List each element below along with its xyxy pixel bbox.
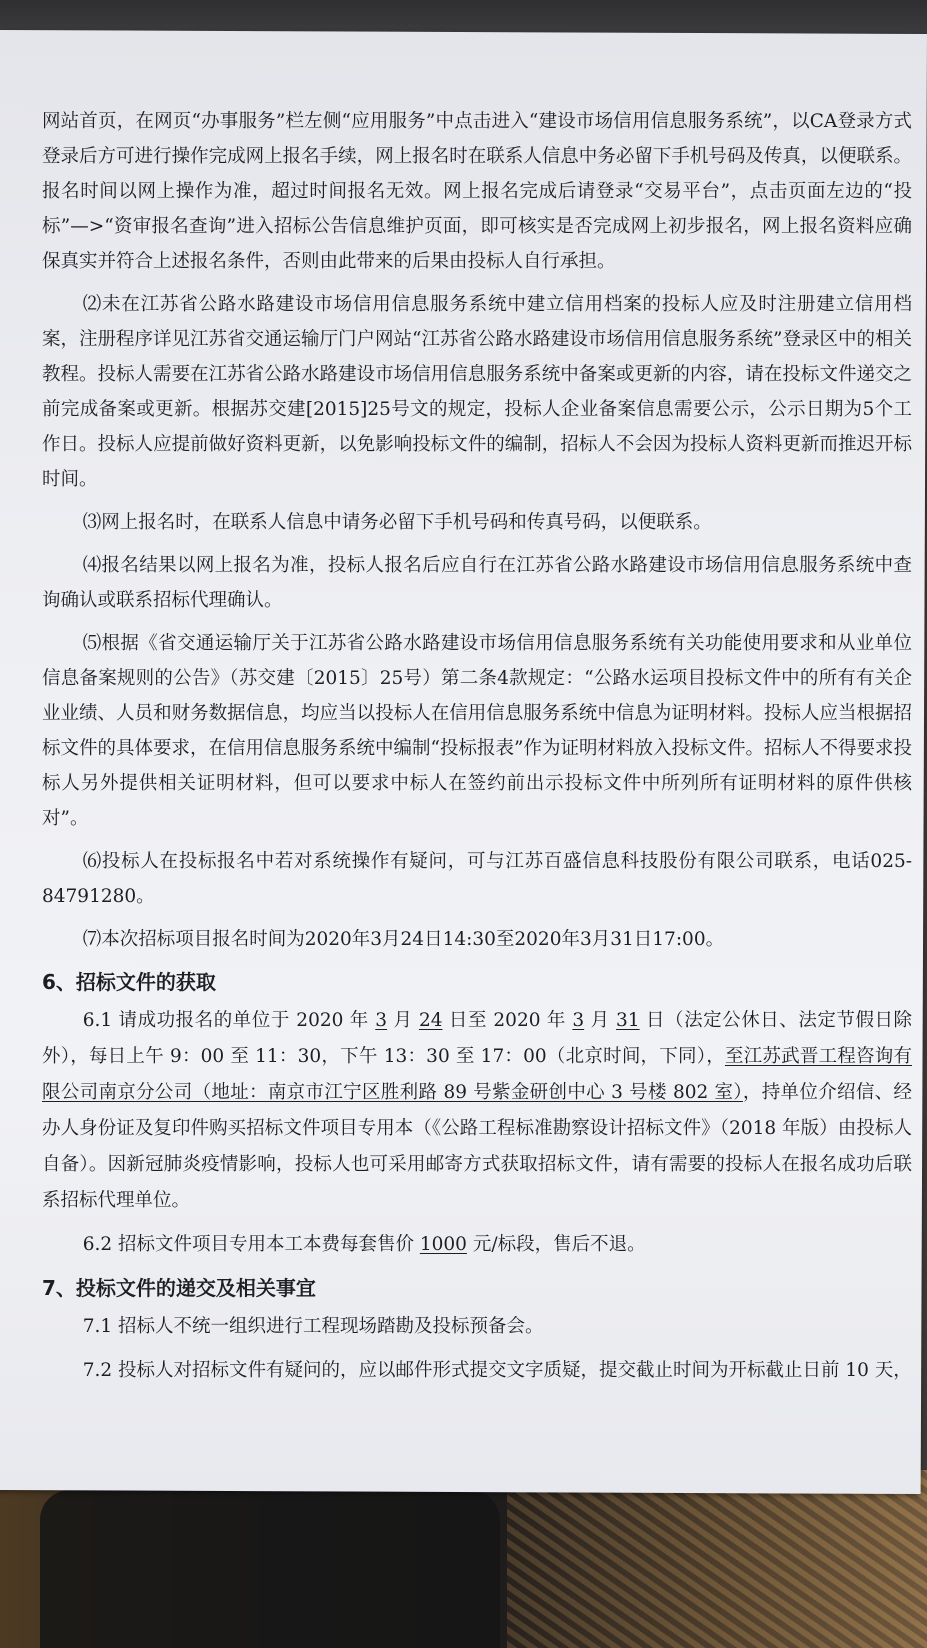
document-content	[42, 104, 912, 1389]
month-end: 3	[572, 1010, 585, 1031]
address-underlined: 至江苏武晋工程咨询有限公司南京分公司（地址：南京市江宁区胜利路 89 号紫金研创中心 3 号楼 802 室）	[42, 1046, 912, 1103]
text-6-1-b: 月	[387, 1010, 419, 1031]
paragraph-7-2: 7.2 投标人对招标文件有疑问的，应以邮件形式提交文字质疑，提交截止时间为开标截止日前 10 天，	[82, 1360, 912, 1381]
fabric-texture	[507, 1470, 927, 1648]
background-bottom	[0, 1470, 927, 1648]
section-7-heading: 7、投标文件的递交及相关事宜	[42, 1276, 316, 1300]
day-start: 24	[418, 1010, 443, 1031]
paragraph-item-6: ⑹投标人在投标报名中若对系统操作有疑问，可与江苏百盛信息科技股份有限公司联系，电话025-84791280。	[42, 851, 912, 907]
text-6-1-g: ，持单位介绍信、经办人身份证及复印件购买招标文件项目专用本（《公路工程标准勘察设计招标文件》（2018 年版）由投标人自备）。因新冠肺炎疫情影响，投标人也可采用邮寄方式获取招标文件，请有需要的投标人在报名成功后联系招标代理单位。	[42, 1082, 912, 1211]
section-7	[42, 1273, 912, 1389]
text-6-1-e: 月	[584, 1010, 617, 1031]
paragraph-item-5: ⑸根据《省交通运输厅关于江苏省公路水路建设市场信用信息服务系统有关功能使用要求和从业单位信息备案规则的公告》（苏交建〔2015〕25号）第二条4款规定：“公路水运项目投标文件中的所有有关企业业绩、人员和财务数据信息，均应当以投标人在信用信息服务系统中信息为证明材料。投标人应当根据招标文件的具体要求，在信用信息服务系统中编制“投标报表”作为证明材料放入投标文件。招标人不得要求投标人另外提供相关证明材料，但可以要求中标人在签约前出示投标文件中所列所有证明材料的原件供核对”。	[42, 633, 912, 829]
paragraph-item-4: ⑷报名结果以网上报名为准，投标人报名后应自行在江苏省公路水路建设市场信用信息服务系统中查询确认或联系招标代理确认。	[42, 555, 912, 611]
paragraph-registration-intro: 网站首页，在网页“办事服务”栏左侧“应用服务”中点击进入“建设市场信用信息服务系统”，以CA登录方式登录后方可进行操作完成网上报名手续，网上报名时在联系人信息中务必留下手机号码及传真，以便联系。报名时间以网上操作为准，超过时间报名无效。网上报名完成后请登录“交易平台”，点击页面左边的“投标”—>“资审报名查询”进入招标公告信息维护页面，即可核实是否完成网上初步报名，网上报名资料应确保真实并符合上述报名条件，否则由此带来的后果由投标人自行承担。	[42, 111, 912, 272]
paragraph-6-1	[42, 1003, 912, 1219]
text-6-1-a: 6.1 请成功报名的单位于 2020 年	[82, 1010, 376, 1031]
paragraph-6-2	[42, 1227, 912, 1263]
text-6-1-f: 日（法定公休日、法定节假日除外），每日上午 9：00 至 11：30，下午 13：30 至 17：00（北京时间，下同），	[42, 1010, 913, 1067]
section-6	[42, 967, 912, 1263]
paragraph-7-1: 7.1 招标人不统一组织进行工程现场踏勘及投标预备会。	[82, 1316, 544, 1337]
section-6-heading: 6、招标文件的获取	[42, 970, 216, 994]
paragraph-item-2: ⑵未在江苏省公路水路建设市场信用信息服务系统中建立信用档案的投标人应及时注册建立信用档案，注册程序详见江苏省交通运输厅门户网站“江苏省公路水路建设市场信用信息服务系统”登录区中的相关教程。投标人需要在江苏省公路水路建设市场信用信息服务系统中备案或更新的内容，请在投标文件递交之前完成备案或更新。根据苏交建[2015]25号文的规定，投标人企业备案信息需要公示，公示日期为5个工作日。投标人应提前做好资料更新，以免影响投标文件的编制，招标人不会因为投标人资料更新而推迟开标时间。	[42, 294, 912, 490]
month-start: 3	[375, 1010, 388, 1031]
shadow-shape	[40, 1490, 500, 1648]
text-6-2-a: 6.2 招标文件项目专用本工本费每套售价	[82, 1234, 420, 1255]
text-6-2-b: 元/标段，售后不退。	[466, 1234, 646, 1255]
paragraph-item-7: ⑺本次招标项目报名时间为2020年3月24日14:30至2020年3月31日17:00。	[82, 929, 725, 950]
text-6-1-c: 日至 2020 年	[442, 1010, 573, 1031]
paragraph-item-3: ⑶网上报名时，在联系人信息中请务必留下手机号码和传真号码，以便联系。	[82, 512, 712, 533]
price-value: 1000	[419, 1234, 467, 1255]
day-end: 31	[616, 1010, 640, 1031]
